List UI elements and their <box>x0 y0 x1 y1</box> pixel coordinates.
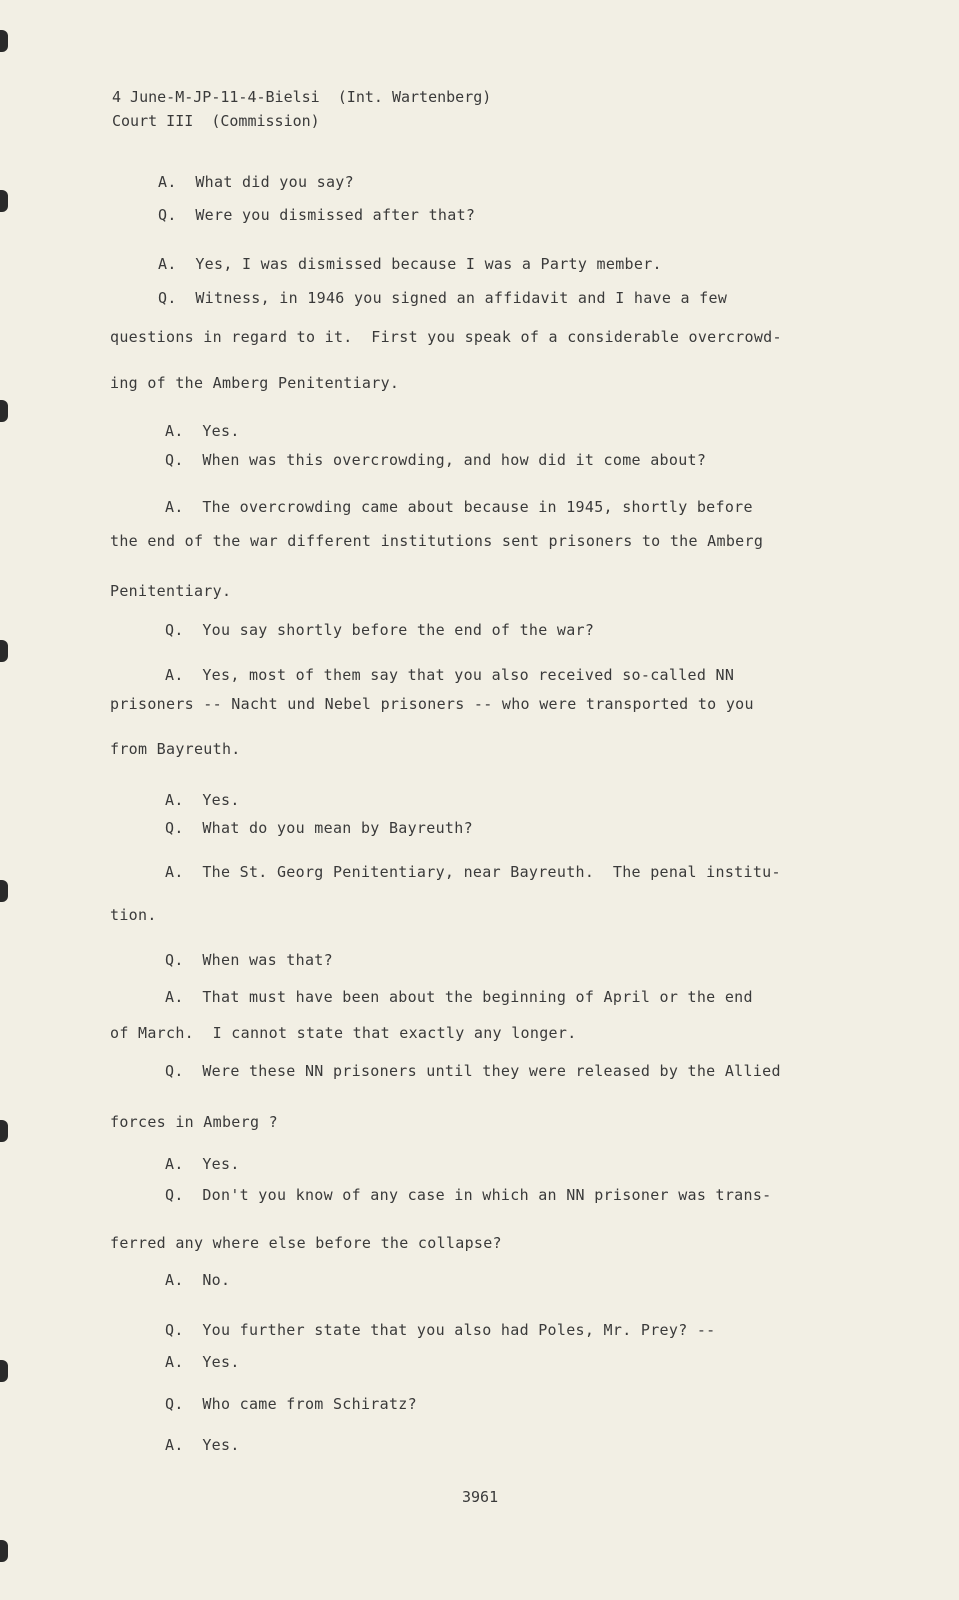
transcript-line: Q. What do you mean by Bayreuth? <box>165 819 473 837</box>
transcript-line: of March. I cannot state that exactly any longer. <box>110 1024 577 1042</box>
binder-hole <box>0 400 8 422</box>
transcript-line: tion. <box>110 906 157 924</box>
transcript-line: Q. Were you dismissed after that? <box>158 206 476 224</box>
transcript-line: the end of the war different institutions sent prisoners to the Amberg <box>110 532 764 550</box>
binder-hole <box>0 640 8 662</box>
transcript-line: Q. Don't you know of any case in which an NN prisoner was trans- <box>165 1186 772 1204</box>
transcript-line: from Bayreuth. <box>110 740 241 758</box>
transcript-line: A. Yes. <box>165 1436 240 1454</box>
transcript-line: Q. Were these NN prisoners until they were released by the Allied <box>165 1062 781 1080</box>
transcript-line: A. The overcrowding came about because in 1945, shortly before <box>165 498 753 516</box>
binder-hole <box>0 30 8 52</box>
transcript-line: A. Yes. <box>165 422 240 440</box>
transcript-line: forces in Amberg ? <box>110 1113 278 1131</box>
transcript-line: A. That must have been about the beginning of April or the end <box>165 988 753 1006</box>
transcript-line: ing of the Amberg Penitentiary. <box>110 374 400 392</box>
transcript-line: A. The St. Georg Penitentiary, near Bayreuth. The penal institu- <box>165 863 781 881</box>
transcript-line: A. What did you say? <box>158 173 354 191</box>
binder-hole <box>0 190 8 212</box>
binder-hole <box>0 1360 8 1382</box>
transcript-line: A. Yes. <box>165 791 240 809</box>
binder-hole <box>0 1540 8 1562</box>
document-header-line-1: 4 June-M-JP-11-4-Bielsi (Int. Wartenberg) <box>112 88 492 106</box>
transcript-line: prisoners -- Nacht und Nebel prisoners -- who were transported to you <box>110 695 754 713</box>
document-header-line-2: Court III (Commission) <box>112 112 320 130</box>
transcript-line: A. Yes, I was dismissed because I was a Party member. <box>158 255 662 273</box>
transcript-line: ferred any where else before the collapse? <box>110 1234 502 1252</box>
transcript-line: A. Yes, most of them say that you also received so-called NN <box>165 666 735 684</box>
transcript-line: Q. Witness, in 1946 you signed an affidavit and I have a few <box>158 289 728 307</box>
transcript-line: Q. You say shortly before the end of the war? <box>165 621 595 639</box>
page-number: 3961 <box>462 1488 499 1506</box>
transcript-line: Q. When was this overcrowding, and how did it come about? <box>165 451 707 469</box>
transcript-line: Penitentiary. <box>110 582 232 600</box>
transcript-line: A. Yes. <box>165 1353 240 1371</box>
binder-hole <box>0 1120 8 1142</box>
binder-hole <box>0 880 8 902</box>
transcript-line: A. No. <box>165 1271 231 1289</box>
transcript-line: Q. When was that? <box>165 951 333 969</box>
transcript-line: Q. You further state that you also had Poles, Mr. Prey? -- <box>165 1321 716 1339</box>
transcript-line: questions in regard to it. First you speak of a considerable overcrowd- <box>110 328 782 346</box>
transcript-line: Q. Who came from Schiratz? <box>165 1395 417 1413</box>
transcript-line: A. Yes. <box>165 1155 240 1173</box>
